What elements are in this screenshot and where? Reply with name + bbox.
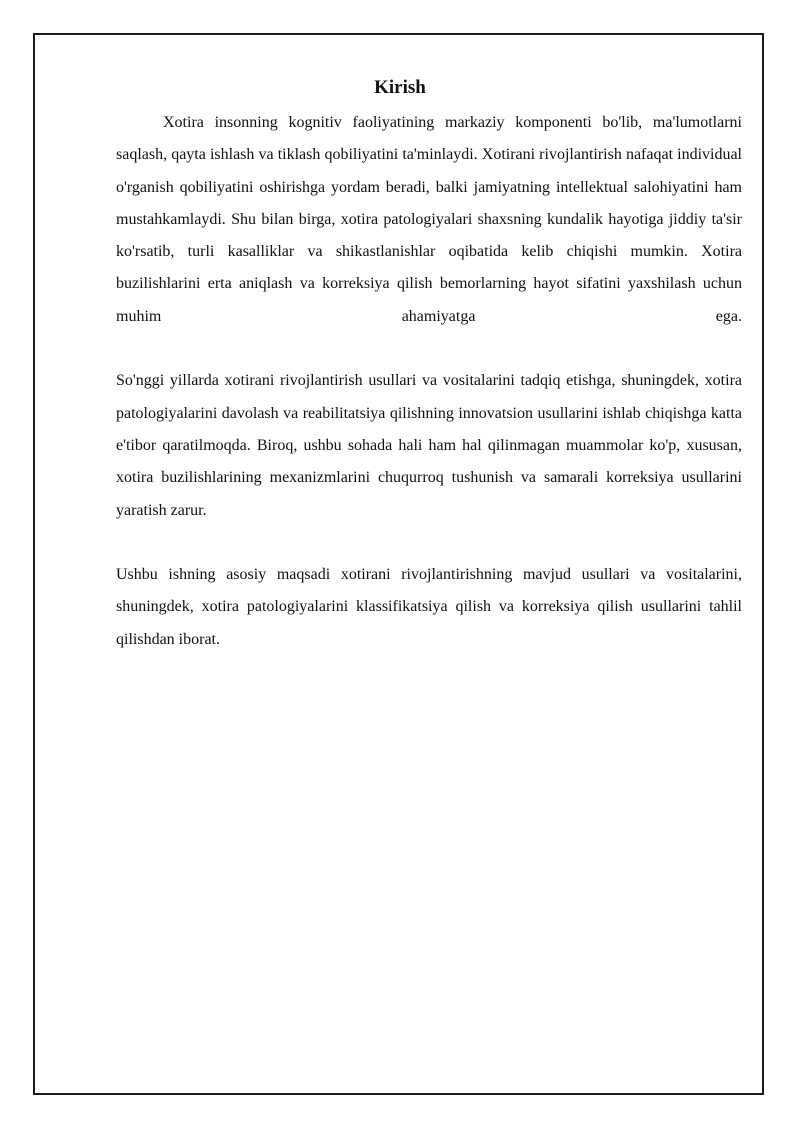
paragraph-spacer xyxy=(116,333,742,365)
paragraph-1: Xotira insonning kognitiv faoliyatining markaziy komponenti bo'lib, ma'lumotlarni saqlash, qayta ishlash va tiklash qobiliyatini ta'minlaydi. Xotirani rivojlantirish nafaqat individual o'rganish qobiliyatini oshirishga yordam beradi, balki jamiyatning intellektual salohiyatini ham mustahkamlaydi. Shu bilan birga, xotira patologiyalari shaxsning kundalik hayotiga jiddiy ta'sir ko'rsatib, turli kasalliklar va shikastlanishlar oqibatida kelib chiqishi mumkin. Xotira buzilishlarini erta aniqlash va korreksiya qilish bemorlarning hayot sifatini yaxshilash uchun muhim ahamiyatga ega. xyxy=(116,114,742,325)
document-body xyxy=(116,107,742,656)
section-title: Kirish xyxy=(374,77,426,98)
paragraph-3: Ushbu ishning asosiy maqsadi xotirani rivojlantirishning mavjud usullari va vositalarini, shuningdek, xotira patologiyalarini klassifikatsiya qilish va korreksiya qilish usullarini tahlil qilishdan iborat. xyxy=(116,566,742,648)
paragraph-spacer xyxy=(116,527,742,559)
paragraph-2: So'nggi yillarda xotirani rivojlantirish usullari va vositalarini tadqiq etishga, shuningdek, xotira patologiyalarini davolash va reabilitatsiya qilishning innovatsion usullarini ishlab chiqishga katta e'tibor qaratilmoqda. Biroq, ushbu sohada hali ham hal qilinmagan muammolar ko'p, xususan, xotira buzilishlarining mexanizmlarini chuqurroq tushunish va samarali korreksiya usullarini yaratish zarur. xyxy=(116,372,742,519)
